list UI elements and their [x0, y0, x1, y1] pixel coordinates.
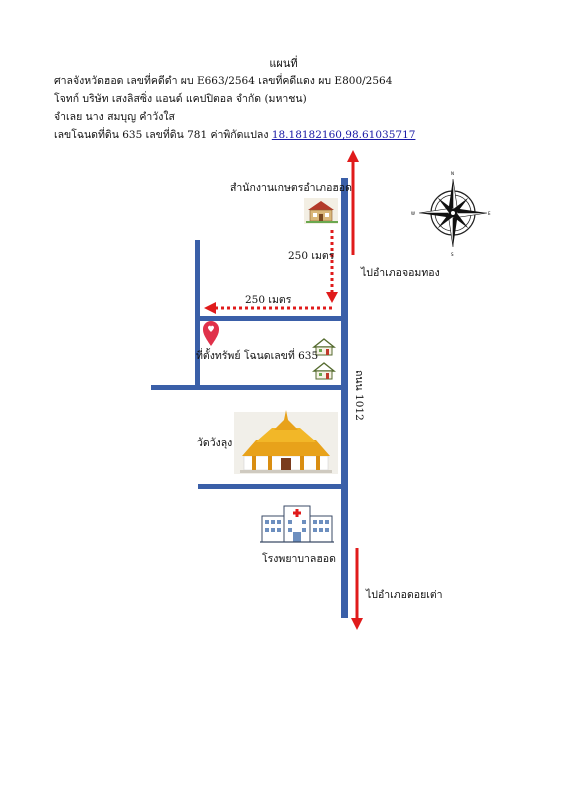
agri-office-house-icon [304, 198, 338, 224]
branch-road-middle [151, 385, 345, 390]
temple-icon [234, 410, 338, 474]
deed-prefix: เลขโฉนดที่ดิน 635 เลขที่ดิน 781 ค่าพิกัดแปลง [54, 129, 272, 141]
direction-arrow-south [351, 548, 363, 630]
coordinates-link[interactable]: 18.18182160,98.61035717 [271, 129, 416, 141]
distance-west-label: 250 เมตร [245, 294, 292, 306]
property-label: ที่ตั้งทรัพย์ โฉนดเลขที่ 635 [196, 350, 319, 362]
distance-south-label: 250 เมตร [288, 250, 335, 262]
road-1012-label: ถนน 1012 [353, 370, 365, 421]
roads [151, 178, 348, 618]
temple-label: วัดวังลุง [197, 437, 233, 449]
court-case-line: ศาลจังหวัดฮอด เลขที่คดีดำ ผบ E663/2564 เลขที่คดีแดง ผบ E800/2564 [54, 75, 393, 87]
compass-e: E [488, 211, 491, 216]
compass-rose-icon [411, 171, 491, 257]
map-title: แผนที่ [269, 57, 298, 70]
to-chom-thong-label: ไปอำเภอจอมทอง [361, 267, 440, 279]
compass-w: W [411, 211, 415, 216]
hospital-icon [260, 506, 334, 542]
house-icon-lower [314, 363, 334, 379]
compass-s: S [451, 252, 454, 257]
plaintiff-line: โจทก์ บริษัท เสงลิสซิ่ง แอนด์ แคปปิตอล จำกัด (มหาชน) [54, 93, 307, 105]
defendant-line: จำเลย นาง สมบุญ คำวังใส [54, 111, 175, 123]
to-doi-tao-label: ไปอำเภอดอยเต่า [366, 589, 443, 601]
branch-road-upper [197, 316, 345, 321]
direction-arrow-north [347, 150, 359, 255]
agri-office-label: สำนักงานเกษตรอำเภอฮอด [230, 182, 352, 194]
west-road-vertical [195, 240, 200, 388]
compass-n: N [451, 171, 454, 176]
main-road-1012 [341, 178, 348, 618]
property-location-pin-icon [203, 321, 219, 346]
hospital-label: โรงพยาบาลฮอด [262, 553, 336, 565]
branch-road-lower [198, 484, 345, 489]
distance-arrow-south [326, 230, 338, 303]
